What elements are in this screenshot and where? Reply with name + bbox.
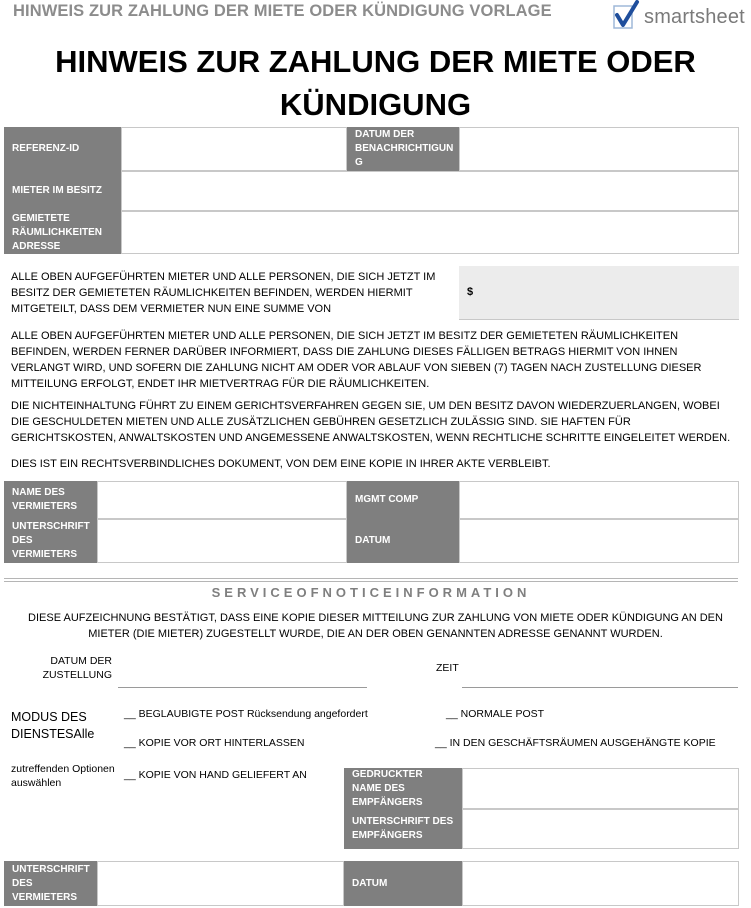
label-mgmt-comp: MGMT COMP [347,481,459,519]
option-certified-mail[interactable] [124,707,368,721]
final-date-field[interactable] [462,861,739,906]
datum-field[interactable] [459,519,739,563]
option-label: KOPIE VOR ORT HINTERLASSEN [138,737,305,749]
checkbox-blank[interactable]: __ [124,769,136,781]
recipient-name-field[interactable] [462,768,739,809]
datum-benachrichtigung-field[interactable] [459,127,739,171]
paragraph-payment-demand: ALLE OBEN AUFGEFÜHRTEN MIETER UND ALLE PERSONEN, DIE SICH JETZT IM BESITZ DER GEMIETETEN RÄUMLICHKEITEN BEFINDEN, WERDEN FERNER DARÜBER INFORMIERT, DASS DIE ZAHLUNG DIESES FÄLLIGEN BETRAGS HIERMIT VON IHNEN VERLANGT WIRD, UND SOFERN DIE ZAHLUNG NICHT AM ODER VOR ABLAUF VON SIEBEN (7) TAGEN NACH ZUSTELLUNG DIESER MITTEILUNG ERFOLGT, ENDET IHR MIETVERTRAG FÜR DIE RÄUMLICHKEITEN. [11,330,702,390]
template-title: HINWEIS ZUR ZAHLUNG DER MIETE ODER KÜNDIGUNG VORLAGE [13,2,552,20]
option-label: BEGLAUBIGTE POST Rücksendung angefordert [138,708,368,720]
option-label: NORMALE POST [460,708,545,720]
adresse-field[interactable] [121,211,739,254]
amount-field[interactable] [459,266,739,320]
final-landlord-signature-field[interactable] [97,861,344,906]
mgmt-comp-field[interactable] [459,481,739,519]
delivery-date-label: DATUM DER ZUSTELLUNG [42,655,112,681]
mieter-im-besitz-field[interactable] [121,171,739,211]
vermieter-unterschrift-field[interactable] [97,519,347,563]
section-divider [4,578,738,579]
label-final-date: DATUM [344,861,462,906]
label-vermieter-name: NAME DES VERMIETERS [4,481,97,519]
option-label: IN DEN GESCHÄFTSRÄUMEN AUSGEHÄNGTE KOPIE [449,737,716,749]
time-field[interactable] [462,664,738,688]
label-datum-benachrichtigung: DATUM DER BENACHRICHTIGUN G [347,127,459,171]
checkbox-blank[interactable]: __ [124,737,136,749]
mode-hint: zutreffenden Optionen auswählen [11,763,115,789]
paragraph-legal-consequences: DIE NICHTEINHALTUNG FÜHRT ZU EINEM GERICHTSVERFAHREN GEGEN SIE, UM DEN BESITZ DAVON WIEDERZUERLANGEN, WOBEI DIE GESCHULDETEN MIETEN UND ALLE ZUSÄTZLICHEN GEBÜHREN GESETZLICH ZULÄSSIG SIND. SIE HAFTEN FÜR GERICHTSKOSTEN, ANWALTSKOSTEN UND ANGEMESSENE ANWALTSKOSTEN, WENN RECHTLICHE SCHRITTE EINGELEITET WERDEN. [11,400,731,444]
option-hand-delivered[interactable] [124,768,307,782]
label-final-landlord-signature: UNTERSCHRIFT DES VERMIETERS [4,861,97,906]
checkbox-blank[interactable]: __ [435,737,447,749]
vermieter-name-field[interactable] [97,481,347,519]
section-divider [4,581,738,582]
label-mieter-im-besitz: MIETER IM BESITZ [4,171,121,211]
dollar-sign: $ [467,286,474,298]
service-heading: SERVICEOFNOTICEINFORMATION [211,585,531,600]
label-datum: DATUM [347,519,459,563]
option-label: KOPIE VON HAND GELIEFERT AN [138,769,307,781]
label-referenz-id: REFERENZ-ID [4,127,121,171]
page-title-line1: HINWEIS ZUR ZAHLUNG DER MIETE ODER [55,44,696,79]
page-title [20,40,731,126]
option-left-copy[interactable] [124,736,305,750]
time-label: ZEIT [436,662,459,674]
checkmark-logo-icon [611,0,641,32]
service-intro: DIESE AUFZEICHNUNG BESTÄTIGT, DASS EINE KOPIE DIESER MITTEILUNG ZUR ZAHLUNG VON MIETE ODER KÜNDIGUNG AN DEN MIETER (DIE MIETER) ZUGESTELLT WURDE, DIE AN DER OBEN GENANNTEN ADRESSE GENANNT WURDEN. [28,612,723,640]
label-adresse: GEMIETETE RÄUMLICHKEITEN ADRESSE [4,211,121,254]
paragraph-binding-document: DIES IST EIN RECHTSVERBINDLICHES DOKUMENT, VON DEM EINE KOPIE IN IHRER AKTE VERBLEIBT. [11,458,551,470]
option-posted-copy[interactable] [435,736,716,750]
label-recipient-name: GEDRUCKTER NAME DES EMPFÄNGERS [344,768,462,809]
page-title-line2: KÜNDIGUNG [279,87,472,122]
label-vermieter-unterschrift: UNTERSCHRIFT DES VERMIETERS [4,519,97,563]
checkbox-blank[interactable]: __ [446,708,458,720]
mode-label: MODUS DES DIENSTESAlle [11,710,95,741]
delivery-date-field[interactable] [118,664,367,688]
checkbox-blank[interactable]: __ [124,708,136,720]
label-recipient-signature: UNTERSCHRIFT DES EMPFÄNGERS [344,809,462,849]
option-normal-mail[interactable] [446,707,544,721]
referenz-id-field[interactable] [121,127,347,171]
recipient-signature-field[interactable] [462,809,739,849]
logo-wordmark: smartsheet [644,6,745,28]
sum-statement: ALLE OBEN AUFGEFÜHRTEN MIETER UND ALLE PERSONEN, DIE SICH JETZT IM BESITZ DER GEMIETETEN RÄUMLICHKEITEN BEFINDEN, WERDEN HIERMIT MITGETEILT, DASS DEM VERMIETER NUN EINE SUMME VON [11,271,436,315]
